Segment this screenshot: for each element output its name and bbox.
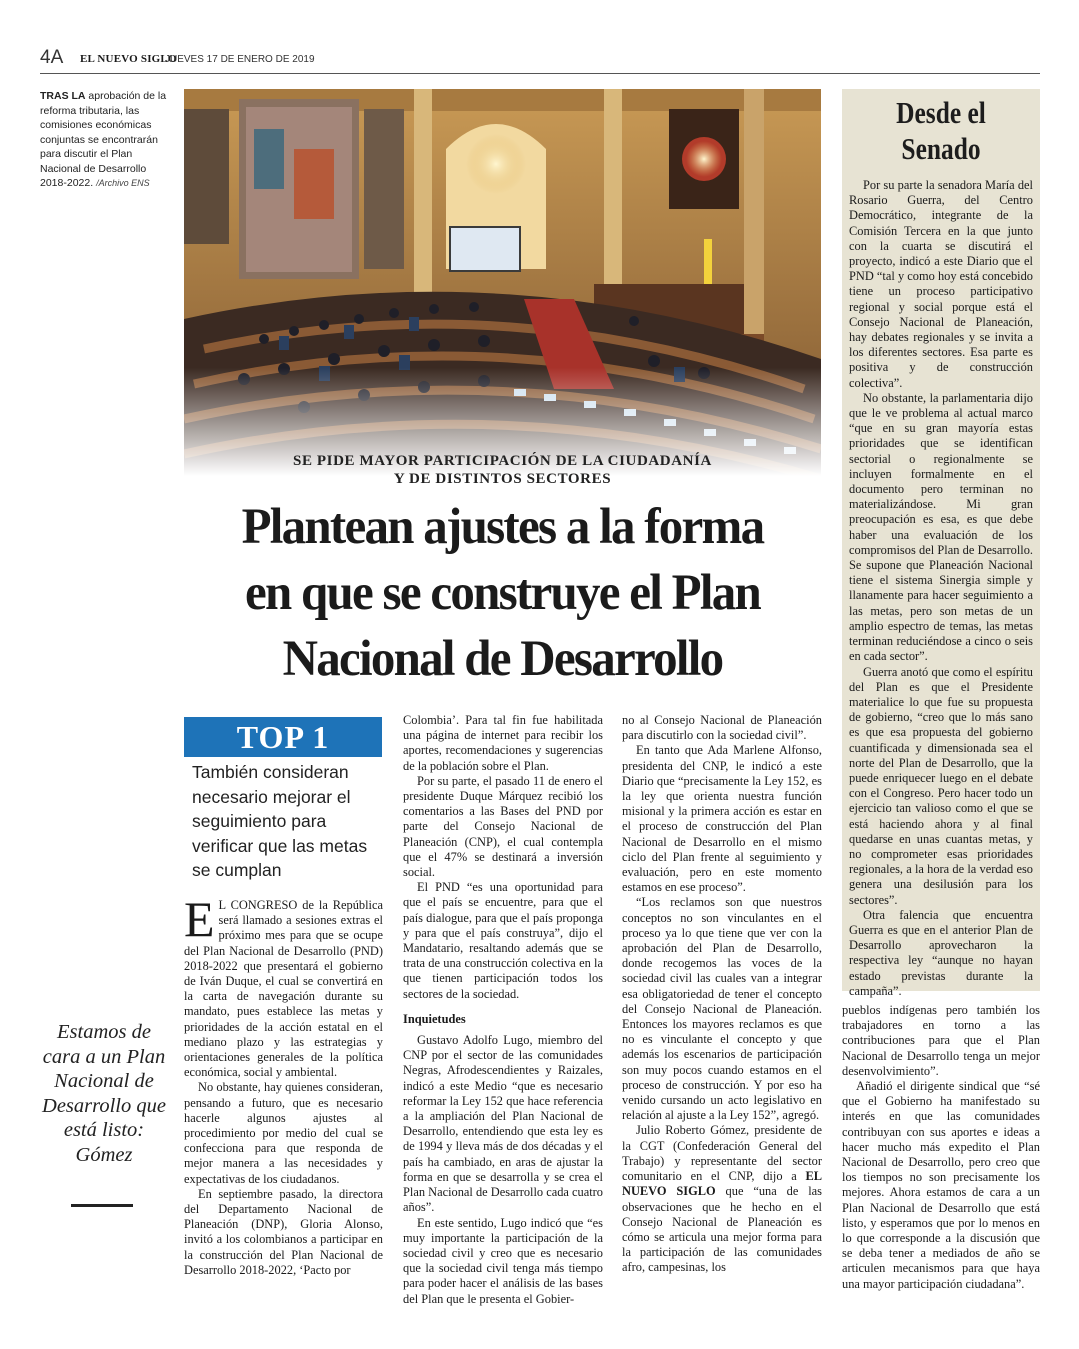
page-number: 4A <box>40 47 64 68</box>
section-heading: Inquietudes <box>403 1011 466 1026</box>
article-paragraph: Colombia’. Para tal fin fue habilitada una página de internet para recibir los aportes, recomendaciones y sugerencias de la población sobre el Plan. <box>403 713 603 773</box>
header-rule <box>40 73 1040 74</box>
newspaper-name-inline: EL NUEVO SIGLO <box>622 1169 822 1199</box>
caption-credit: /Archivo ENS <box>96 178 150 188</box>
sidebar-body <box>849 178 1033 999</box>
article-paragraph <box>622 1123 822 1275</box>
article-column-1 <box>184 891 383 1278</box>
sidebar-title <box>860 95 1022 167</box>
caption-lead: TRAS LA <box>40 90 86 102</box>
article-paragraph: En este sentido, Lugo indicó que “es muy importante la participación de la sociedad civil y creo que es necesario que la sociedad civil tenga más tiempo para poder hacer el análisis de las bases del Plan que le presenta el Gobier- <box>403 1215 603 1306</box>
headline-line-2: en que se construye el Plan <box>244 565 761 621</box>
article-paragraph: Añadió el dirigente sindical que “sé que el Gobierno ha manifestado su interés en que las comunidades contribuyan con sus aportes e ideas a hacer mucho más expedito el Plan Nacional de Desarrollo, pero creo que los tiempos no son precisamente los mejores. Ahora estamos de cara a un Plan Nacional de Desarrollo que está listo, y esperamos que por lo menos en lo que corresponde a la discusión que se deba tener a mediados de año se articulen mecanismos para que haya una mayor participación ciudadana”. <box>842 1079 1040 1291</box>
chamber-illustration <box>184 89 821 476</box>
congress-chamber-photo <box>184 89 821 476</box>
sidebar-paragraph: Guerra anotó que como el espíritu del Plan es que el Presidente materialice lo que fue su propuesta de gobierno, “creo que lo más sano es que esa propuesta del gobierno cuantificada y dimensionada sea el norte del Plan de Desarrollo, que la puede enriquecer luego en el debate con el Congreso. Pero hacer todo un ejercicio tan valioso como el que se está haciendo ahora y al final quedarse en unas cuantas metas, y no comprometer esas prioridades regionales, a la hora de la verdad eso genera una desilusión para los sectores”. <box>849 664 1033 907</box>
photo-caption <box>40 89 172 191</box>
article-paragraph: no al Consejo Nacional de Planeación para discutirlo con la sociedad civil”. <box>622 713 822 743</box>
newspaper-name: EL NUEVO SIGLO <box>80 53 177 65</box>
article-paragraph <box>184 891 383 1080</box>
top-summary: También consideran necesario mejorar el seguimiento para verificar que las metas se cumplan <box>192 762 368 880</box>
article-paragraph: En septiembre pasado, la directora del Departamento Nacional de Planeación (DNP), Gloria Alonso, invitó a los colombianos a participar en la construcción del Plan Nacional de Desarrollo 2018-2022, ‘Pacto por <box>184 1186 383 1277</box>
sidebar-paragraph: Otra falencia que encuentra Guerra es que en el anterior Plan de Desarrollo aprovecharon la respectiva ley “aunque no hayan estado previstas durante la campaña”. <box>849 907 1033 998</box>
sidebar-title-line-2: Senado <box>901 131 981 166</box>
sidebar-paragraph: No obstante, la parlamentaria dijo que le ve problema al actual marco “que en su gran mayoría estas prioridades que se identifican sectorial o regionalmente se incluyen formalmente en el documento pero terminan no materializándose. Mi gran preocupación es esa, es que debe haber una evaluación de los compromisos del Plan de Desarrollo. Se supone que Planeación Nacional tiene el sistema Sinergia simple y llanamente para hacer seguimiento a las metas, pero son metas de un amplio espectro de temas, las metas terminan reduciéndose a cinco o seis en cada sector”. <box>849 390 1033 664</box>
drop-cap: E <box>184 891 215 947</box>
paragraph-text: Julio Roberto Gómez, presidente de la CGT (Confederación General del Trabajo) y representante del sector comunitario en el CNP, dijo a <box>622 1123 822 1184</box>
article-paragraph: Por su parte, el pasado 11 de enero el presidente Duque Márquez recibió los comentarios a las Bases del PND por parte del Consejo Nacional de Planeación (CNP), el cual contempla que el 47% se destinará a inversión social. <box>403 773 603 880</box>
headline-line-3: Nacional de Desarrollo <box>282 631 723 687</box>
pull-quote-rule <box>71 1204 133 1207</box>
kicker <box>184 452 821 488</box>
article-paragraph: Gustavo Adolfo Lugo, miembro del CNP por el sector de las comunidades Negras, Afrodescendientes y Raizales, indicó a este Medio “que es necesario reformar la Ley 152 que hace referencia a la ampliación del Plan Nacional de Desarrollo, entendiendo que esta ley es de 1994 y lleva más de dos décadas y el país ha cambiado, en aras de ajustar la forma en que se desarrolla y se crea el Plan Nacional de Desarrollo cada cuatro años”. <box>403 1033 603 1215</box>
paragraph-text: L CONGRESO de la República será llamado a sesiones extras el próximo mes para que se ocupe del Plan Nacional de Desarrollo (PND) 2018-2022 que presentará el gobierno de Iván Duque, el cual se convertirá en la carta de navegación durante su mandato, pues establece las metas y prioridades de la acción estatal en el mediano plazo y las estrategias y orientaciones generales de la política económica, social y ambiental. <box>184 898 383 1080</box>
article-paragraph: El PND “es una oportunidad para que el país se encuentre, para que el país dialogue, para que el país proponga y para que el país construya”, dijo el Mandatario, resaltando además que se trata de una construcción colectiva en la que tienen participación todos los sectores de la sociedad. <box>403 880 603 1001</box>
headline <box>197 494 809 692</box>
issue-date: JUEVES 17 DE ENERO DE 2019 <box>165 54 315 65</box>
article-column-3 <box>622 713 822 1276</box>
caption-text: aprobación de la reforma tributaria, las comisiones económicas conjuntas se encontrarán para discutir el Plan Nacional de Desarrollo 2018-2022. <box>40 90 167 189</box>
kicker-line-2: Y DE DISTINTOS SECTORES <box>393 471 612 487</box>
sidebar-title-line-1: Desde el <box>896 95 986 130</box>
pull-quote: Estamos de cara a un Plan Nacional de Desarrollo que está listo: Gómez <box>42 1021 166 1166</box>
article-column-4 <box>842 1003 1040 1292</box>
top-badge: TOP 1 <box>184 717 382 757</box>
sidebar-paragraph: Por su parte la senadora María del Rosario Guerra, del Centro Democrático, integrante de la Comisión Tercera en la que junto con la cuarta se discutirá el proyecto, indicó a este Diario que el PND “tal y como hoy está concebido tiene un proceso participativo regional y social porque está el Consejo Nacional de Planeación, hay debates regionales y se invita a los diferentes sectores. Esa parte es positiva y de construcción colectiva”. <box>849 178 1033 390</box>
article-paragraph: En tanto que Ada Marlene Alfonso, presidenta del CNP, le indicó a este Diario que “precisamente la Ley 152, es la ley que orienta nuestra función misional y la primera acción es estar en el proceso de construcción del Plan Nacional de Desarrollo en el mismo ciclo del Plan frente al seguimiento y evaluación, pero en este momento estamos en ese proceso”. <box>622 743 822 895</box>
headline-line-1: Plantean ajustes a la forma <box>241 499 764 555</box>
article-paragraph: No obstante, hay quienes consideran, pensando a futuro, que es necesario hacerle algunos ajustes al procedimiento por medio del cual se confecciona para que responda de mejor manera a las necesidades y expectativas de los ciudadanos. <box>184 1080 383 1186</box>
article-column-2 <box>403 713 603 1307</box>
paragraph-text: que “una de las observaciones que he hecho en el Consejo Nacional de Planeación es cómo se articula una mejor forma para la participación de las comunidades afro, campesinas, los <box>622 1184 822 1275</box>
article-paragraph: pueblos indígenas pero también los trabajadores en torno a las contribuciones para que el Plan Nacional de Desarrollo tenga un mejor desenvolvimiento”. <box>842 1003 1040 1078</box>
article-paragraph: “Los reclamos son que nuestros conceptos no son vinculantes en el proceso ya lo que tiene que ver con la aprobación del Plan de Desarrollo, donde recogemos las voces de la sociedad civil las cuales van a integrar esa obligatoriedad de tener el concepto del Consejo Nacional de Planeación. Entonces los mayores reclamos es que no es vinculante el concepto y que además los escenarios de participación son muy pocos cuando estamos en el proceso de construcción. Y por eso ha venido cursando un acto legislativo en relación al ajuste a la Ley 152”, agregó. <box>622 895 822 1123</box>
kicker-line-1: SE PIDE MAYOR PARTICIPACIÓN DE LA CIUDADANÍA <box>293 453 712 469</box>
